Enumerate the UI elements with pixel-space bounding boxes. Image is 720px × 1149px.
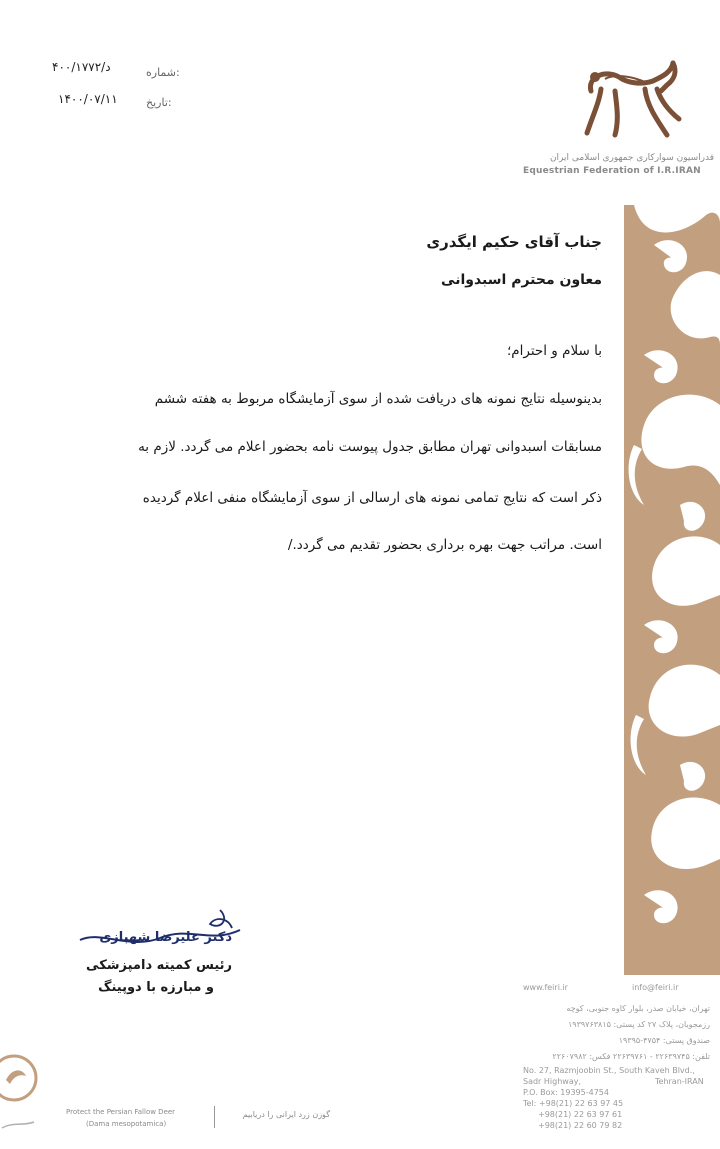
address-fa-1: تهران، خیابان صدر، بلوار کاوه جنوبی، کوچه bbox=[566, 1004, 710, 1013]
po-box: P.O. Box: 19395-4754 bbox=[523, 1088, 609, 1097]
greeting: با سلام و احترام؛ bbox=[506, 343, 602, 359]
deer-emblem-icon bbox=[0, 1050, 50, 1149]
date-label: تاریخ: bbox=[146, 96, 172, 109]
number-label: شماره: bbox=[146, 66, 180, 79]
address-fa-3: صندوق پستی: ۴۷۵۴-۱۹۳۹۵ bbox=[618, 1036, 710, 1045]
address-en-2: Sadr Highway, bbox=[523, 1077, 581, 1086]
deer-protect-en-1: Protect the Persian Fallow Deer bbox=[66, 1108, 176, 1116]
ornamental-border bbox=[614, 205, 720, 975]
body-line-2: مسابقات اسبدوانی تهران مطابق جدول پیوست نامه بحضور اعلام می گردد. لازم به bbox=[138, 439, 602, 455]
signer-title-line2: و مبارزه با دوپینگ bbox=[98, 980, 214, 995]
phone-fa: تلفن: ۲۲۶۳۹۷۴۵ - ۲۲۶۳۹۷۶۱ فکس: ۲۲۶۰۷۹۸۲ bbox=[552, 1052, 710, 1061]
number-value: ۴۰۰/د/۱۷۷۲ bbox=[52, 60, 111, 74]
recipient-title: معاون محترم اسبدوانی bbox=[441, 272, 602, 288]
phone-en-2: +98(21) 22 63 97 61 bbox=[538, 1110, 623, 1119]
address-fa-2: رزمجویان، پلاک ۲۷ کد پستی: ۱۹۳۹۷۶۳۸۱۵ bbox=[567, 1020, 710, 1029]
body-line-4: است. مراتب جهت بهره برداری بحضور تقدیم می گردد./ bbox=[287, 537, 602, 553]
deer-protect-en-2: (Dama mesopotamica) bbox=[86, 1120, 167, 1128]
website: www.feiri.ir bbox=[523, 983, 568, 992]
signer-name: دکتر علیرضا شهبازی bbox=[99, 930, 232, 945]
org-name-fa: فدراسیون سوارکاری جمهوری اسلامی ایران bbox=[549, 153, 714, 163]
phone-en-1: Tel: +98(21) 22 63 97 45 bbox=[523, 1099, 624, 1108]
signer-title-line1: رئیس کمیته دامپزشکی bbox=[86, 958, 232, 973]
email: info@feiri.ir bbox=[632, 983, 679, 992]
recipient-name: جناب آقای حکیم ایگدری bbox=[426, 233, 602, 251]
address-en-2b: Tehran-IRAN bbox=[655, 1077, 704, 1086]
deer-protect-fa: گوزن زرد ایرانی را دریابیم bbox=[242, 1110, 330, 1119]
body-line-3: ذکر است که نتایج تمامی نمونه های ارسالی از سوی آزمایشگاه منفی اعلام گردیده bbox=[142, 490, 602, 506]
horse-logo-icon bbox=[575, 55, 685, 145]
address-en-1: No. 27, Razmjoobin St., South Kaveh Blvd., bbox=[523, 1066, 695, 1075]
org-name-en: Equestrian Federation of I.R.IRAN bbox=[523, 166, 701, 176]
body-line-1: بدینوسیله نتایج نمونه های دریافت شده از سوی آزمایشگاه مربوط به هفته ششم bbox=[154, 391, 602, 407]
phone-en-3: +98(21) 22 60 79 82 bbox=[538, 1121, 623, 1130]
date-value: ۱۴۰۰/۰۷/۱۱ bbox=[58, 92, 118, 106]
